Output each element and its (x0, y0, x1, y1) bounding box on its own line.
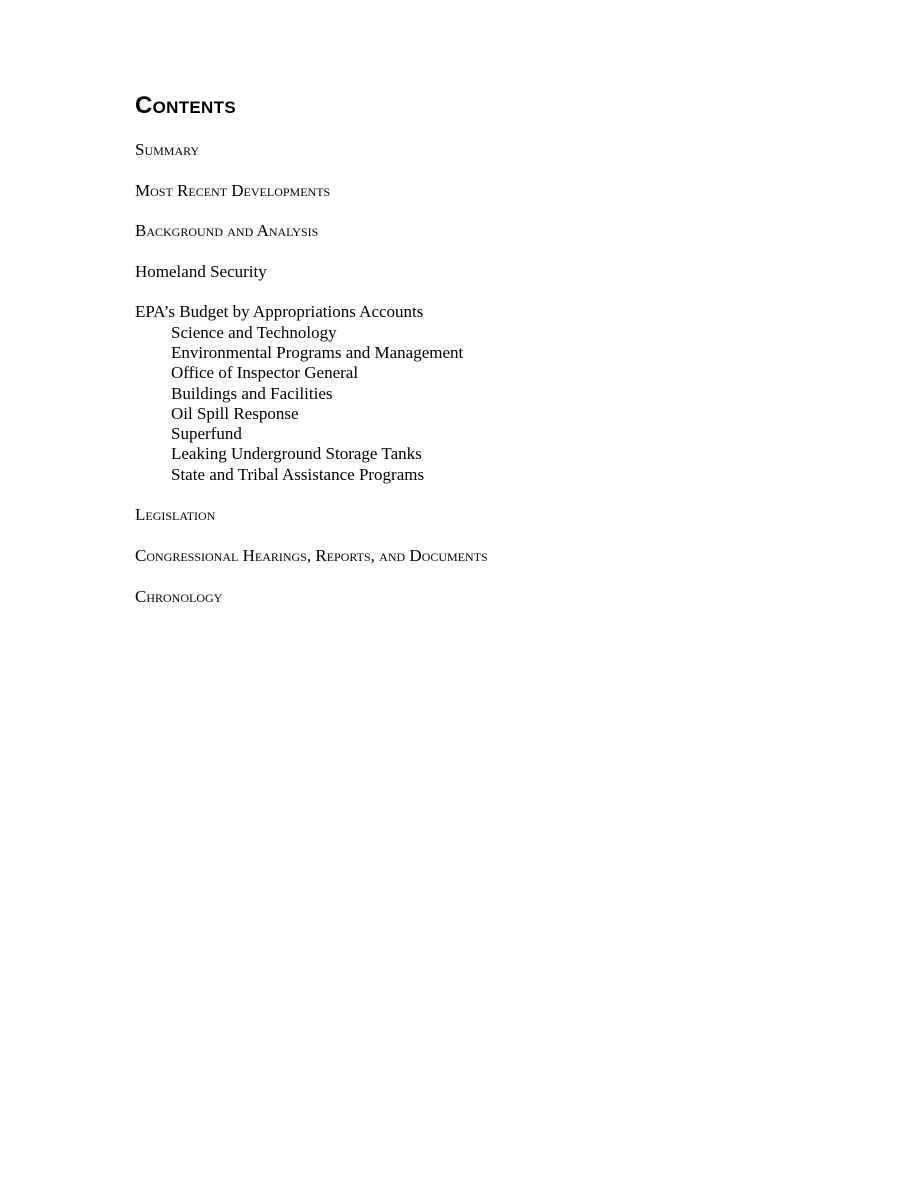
toc-label-congressional-hearings: Congressional Hearings, Reports, and Documents (135, 545, 488, 565)
toc-sublabel-inspector-general: Office of Inspector General (171, 363, 359, 383)
toc-subentry (171, 444, 835, 464)
toc-sublabel-oil-spill-response: Oil Spill Response (171, 403, 299, 423)
toc-entry-background-and-analysis (135, 221, 835, 241)
toc-entry-homeland-security (135, 262, 835, 282)
toc-subentry (171, 323, 835, 343)
toc-entry-legislation (135, 505, 835, 525)
toc-sublabel-environmental-programs: Environmental Programs and Management (171, 342, 464, 362)
toc-entry-budget-by-accounts (135, 302, 835, 485)
toc-subentry (171, 384, 835, 404)
toc-entry-most-recent-developments (135, 181, 835, 201)
toc-label-summary: Summary (135, 140, 200, 159)
toc-label-legislation: Legislation (135, 505, 216, 525)
toc-entry-congressional-hearings (135, 546, 835, 566)
toc-sublabel-leaking-underground-tanks: Leaking Underground Storage Tanks (171, 444, 422, 464)
toc-subentry (171, 343, 835, 363)
budget-accounts-sublist (135, 323, 835, 485)
toc-entry-summary (135, 140, 835, 160)
toc-subentry (171, 404, 835, 424)
toc-label-background-and-analysis: Background and Analysis (135, 221, 319, 241)
toc-subentry (171, 424, 835, 444)
toc-label-chronology: Chronology (135, 586, 223, 606)
toc-sublabel-state-and-tribal-assistance: State and Tribal Assistance Programs (171, 464, 425, 484)
toc-subentry (171, 363, 835, 383)
toc-subentry (171, 465, 835, 485)
table-of-contents (135, 140, 835, 627)
toc-label-budget-by-accounts: EPA’s Budget by Appropriations Accounts (135, 302, 424, 322)
toc-label-homeland-security: Homeland Security (135, 261, 267, 281)
contents-heading: Contents (135, 92, 236, 119)
toc-sublabel-science-and-technology: Science and Technology (171, 322, 337, 342)
toc-entry-chronology (135, 587, 835, 607)
toc-label-most-recent-developments: Most Recent Developments (135, 180, 331, 200)
toc-sublabel-buildings-and-facilities: Buildings and Facilities (171, 383, 333, 403)
toc-sublabel-superfund: Superfund (171, 424, 242, 444)
